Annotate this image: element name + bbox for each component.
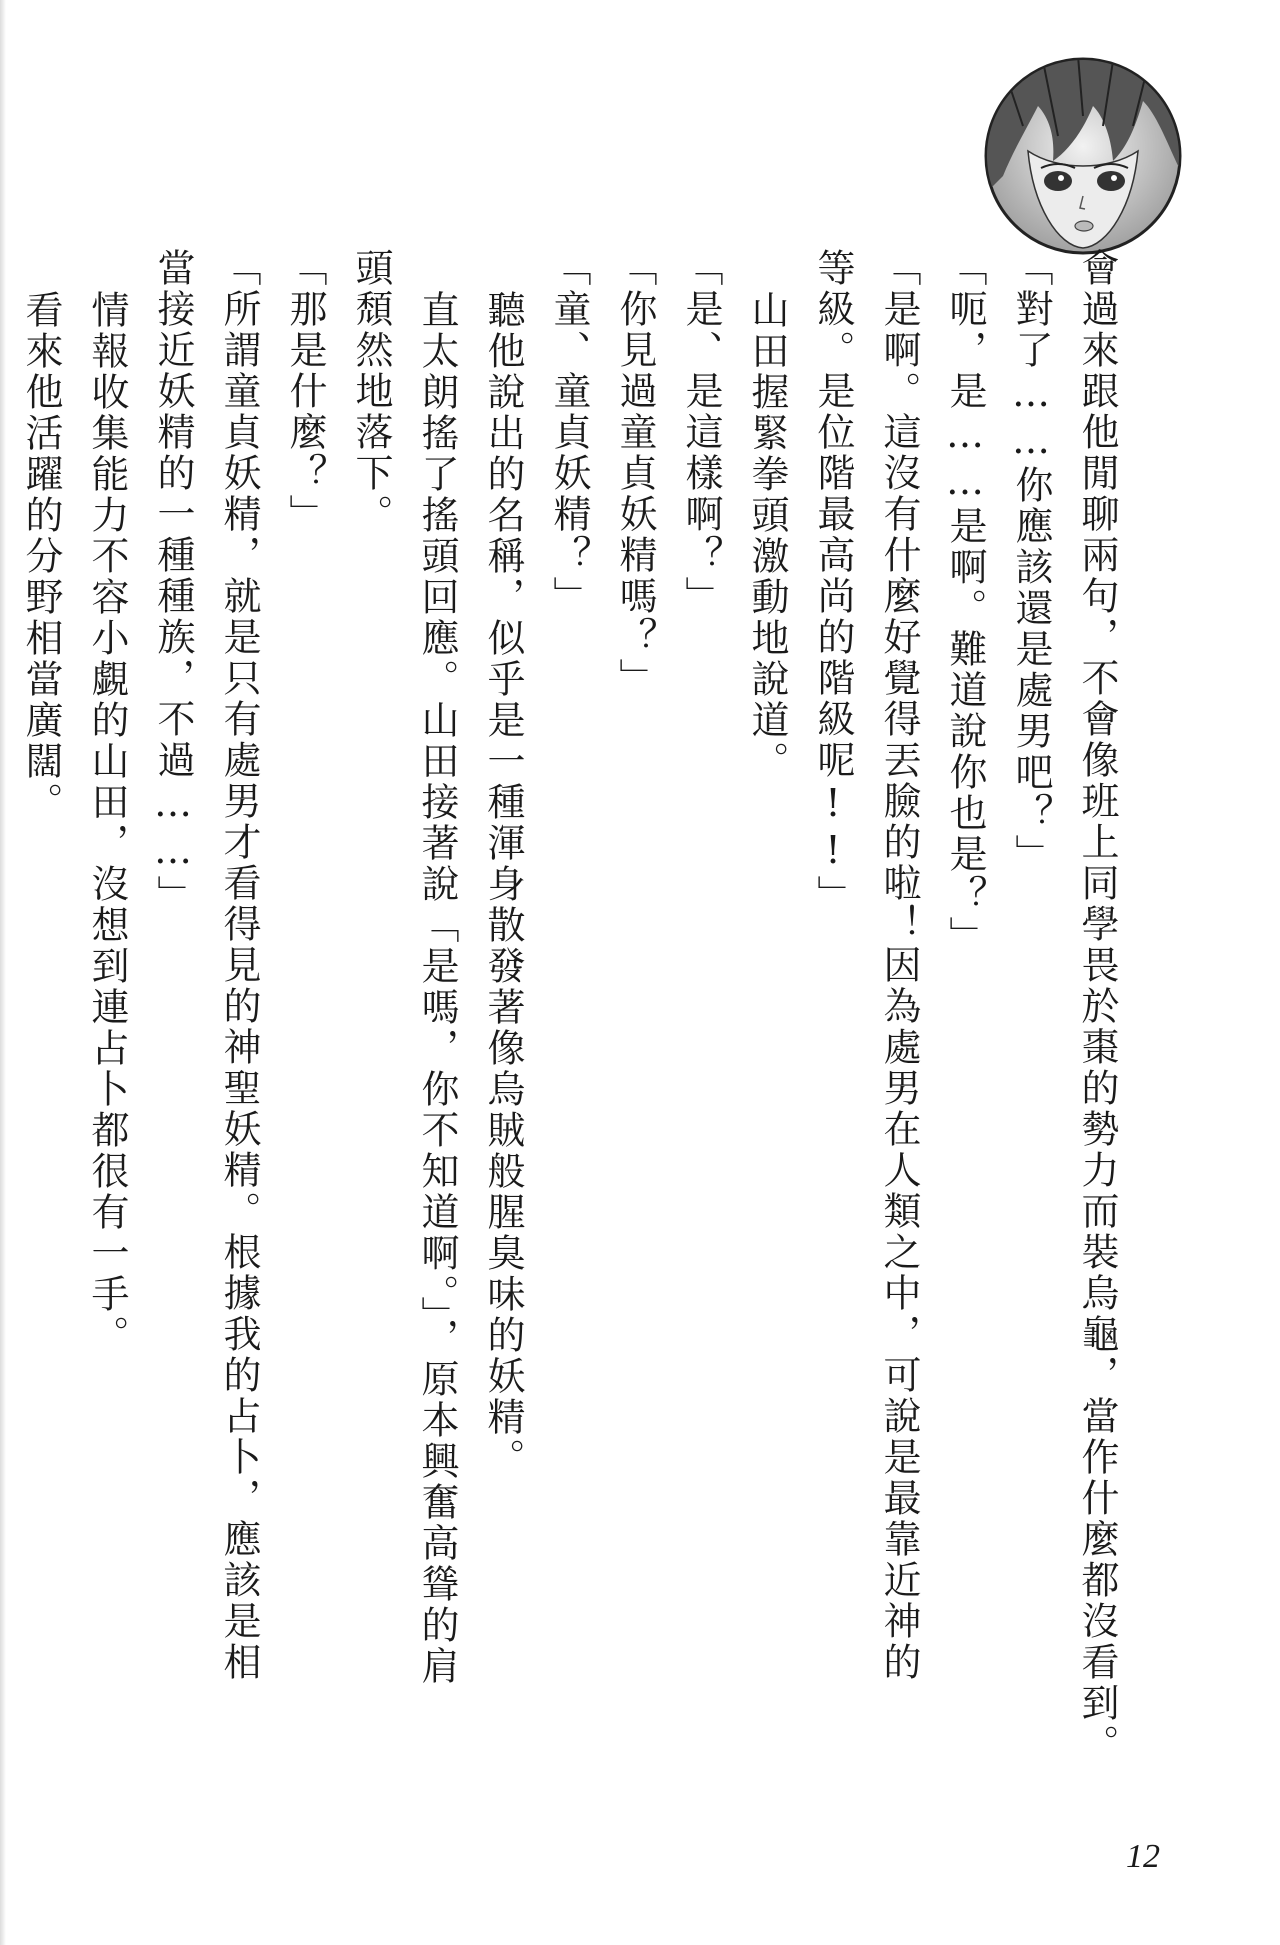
text-line: 等級。是位階最高尚的階級呢!!」 bbox=[811, 248, 855, 916]
text-line: 看來他活躍的分野相當廣闊。 bbox=[19, 290, 63, 823]
text-line: 「童、童貞妖精？」 bbox=[547, 248, 591, 617]
page-number: 12 bbox=[1126, 1838, 1160, 1875]
text-line: 頭頹然地落下。 bbox=[349, 248, 393, 535]
text-line: 「那是什麼？」 bbox=[283, 248, 327, 535]
text-line: 聽他說出的名稱，似乎是一種渾身散發著像烏賊般腥臭味的妖精。 bbox=[481, 290, 525, 1479]
text-line: 「所謂童貞妖精，就是只有處男才看得見的神聖妖精。根據我的占卜，應該是相 bbox=[217, 248, 261, 1683]
text-line: 會過來跟他閒聊兩句，不會像班上同學畏於棗的勢力而裝烏龜，當作什麼都沒看到。 bbox=[1075, 248, 1119, 1765]
text-line: 情報收集能力不容小覷的山田，沒想到連占卜都很有一手。 bbox=[85, 290, 129, 1356]
text-line: 「呃，是……是啊。難道說你也是？」 bbox=[943, 248, 987, 957]
text-line: 「是、是這樣啊？」 bbox=[679, 248, 723, 617]
text-line: 「你見過童貞妖精嗎？」 bbox=[613, 248, 657, 699]
character-portrait bbox=[983, 56, 1183, 256]
page-edge bbox=[0, 0, 6, 1945]
text-line: 「是啊。這沒有什麼好覺得丟臉的啦！因為處男在人類之中，可說是最靠近神的 bbox=[877, 248, 921, 1683]
text-line: 當接近妖精的一種種族，不過……」 bbox=[151, 248, 195, 916]
text-line: 「對了……你應該還是處男吧？」 bbox=[1009, 248, 1053, 875]
text-line: 山田握緊拳頭激動地說道。 bbox=[745, 290, 789, 782]
text-line: 直太朗搖了搖頭回應。山田接著說「是嗎，你不知道啊。」，原本興奮高聳的肩 bbox=[415, 290, 459, 1687]
vertical-text-body bbox=[8, 248, 1130, 1768]
